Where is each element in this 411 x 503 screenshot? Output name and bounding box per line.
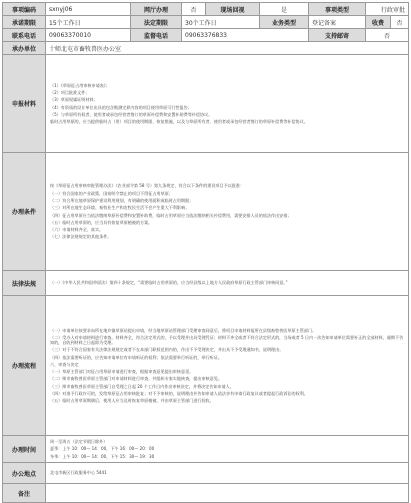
condition-item: （三）对所在地生态环境、畜牧业生产和农牧民生活不会产生重大不利影响；	[50, 205, 190, 211]
row-materials	[3, 55, 409, 153]
office-hours-line: 冬季：上午 10：00— 14：00，下午 15：30— 19：30	[50, 453, 155, 459]
row-basic-1	[3, 3, 409, 16]
condition-item: （七）法律法规规定的其他条件。	[50, 234, 112, 240]
condition-item: （四）征占用草原应当依法缴纳草原补偿费和安置补助费，临时占用草原应当依法缴纳相关补偿费用，需要安排人员的依法作出安排；	[50, 212, 292, 218]
business-type-label: 业务类型	[260, 16, 309, 29]
office-hours-label: 办理时间	[3, 436, 46, 463]
office-address-value: 北屯市新区行政服务中心 5441	[46, 463, 409, 484]
support-mail-value: 否	[366, 29, 409, 42]
contact-phone-label: 联系电话	[3, 29, 46, 42]
office-hours-line: 周一至周五（法定节假日除外）	[50, 439, 108, 445]
item-type-value: 行政审批	[366, 3, 409, 16]
handling-unit-value: 十师北屯市畜牧兽医办公室	[46, 42, 409, 55]
legal-period-label: 法定期限	[131, 16, 182, 29]
materials-content	[46, 55, 409, 153]
fee-value: 否	[396, 19, 403, 27]
business-type-value: 登记备案	[309, 16, 366, 29]
process-step: （三）师市畜牧兽医草原主管部门自受理之日起 20 个工作日内作出审核决定，并将决定告知申请人。	[50, 383, 234, 389]
condition-item: （一）符合国家的产业政策，国家明令禁止的项目不得征占用草原；	[50, 190, 173, 196]
remarks-label: 备注	[3, 484, 46, 503]
row-legal-basis	[3, 271, 409, 296]
process-step: （一）申请单位按要求向所在地乡镇草原站提出申请，经当地草原站管理部门受理审查同意后，将项目申请材料报所在县级畜牧兽医草原主管部门。	[50, 327, 317, 333]
support-mail-label: 支持邮寄	[309, 29, 366, 42]
process-step: （二）师市畜牧兽医草原主管部门对申请材料进行审查，并组织专家实地核查，提出审核意见。	[50, 376, 222, 382]
onsite-count-value: 是	[260, 3, 309, 16]
conditions-label: 办理条件	[3, 153, 46, 271]
legal-basis-label: 法律法规	[3, 271, 46, 296]
commitment-period-value: 15个工作日	[46, 16, 131, 29]
material-item: （1）《草原征占用审核申请表》；	[50, 82, 110, 88]
process-label: 办理流程	[3, 296, 46, 436]
row-basic-2	[3, 16, 409, 29]
process-content	[46, 296, 409, 436]
legal-basis-item: （一）《中华人民共和国草原法》第四十条规定，“需要临时占用草原的，应当经县级以上地方人民政府草原行政主管部门审核同意。”	[50, 280, 288, 286]
fee-label: 收费	[366, 16, 391, 28]
material-item: （5）与草原所有权者、使用者或承包经营者签订的草原补偿费和安置补助费等补偿协议。	[50, 111, 213, 117]
row-office-hours	[3, 436, 409, 463]
legal-period-value: 30个工作日	[182, 16, 260, 29]
process-step: （一）草原主管部门对征占用草原申请进行审查，根据审查意见提出审核意见。	[50, 369, 194, 375]
processing-type-label: 网厅办理	[131, 3, 182, 16]
material-item: （4）有资质的设计单位出具的包含勘测定界内容的项目使用草原可行性报告；	[50, 104, 192, 110]
process-step: （四）依法需要听证的，应告知申请单位有申请听证的权利；依法需要举行听证的，举行听证。	[50, 354, 222, 360]
material-item: （2）项目批准文件；	[50, 90, 90, 95]
fee-cell	[366, 16, 409, 29]
process-step: （三）对于不符合国家有关法律法规规定或者不在本部门职权范围内的，作出不予受理决定，并出具不予受理通知书，说明理由。	[50, 347, 284, 353]
onsite-count-label: 现场回视	[206, 3, 260, 16]
contact-phone-value: 09063370010	[46, 29, 131, 42]
process-step: 六、审查与决定	[50, 361, 79, 367]
row-basic-3	[3, 29, 409, 42]
office-hours-content	[46, 436, 409, 463]
condition-item: 按《草原征占用审核审批管理办法》（农业部令第 58 号）第九条规定，符合以下条件的建设项目予以批准：	[50, 183, 245, 189]
commitment-period-label: 承诺期限	[3, 16, 46, 29]
supervision-phone-label: 监督电话	[131, 29, 182, 42]
row-office-address	[3, 463, 409, 484]
process-step: （二）受办人对申请材料进行审查。材料齐全，符合法定形式的，予以受理并出具受理凭证；材料不齐全或者不符合法定形式的，当场或者 5 日内一次告知申请单位需要补正的全部材料，逾期不告知的，自收到材料之日起即为受理。	[50, 334, 404, 345]
material-item: 临时占用草原的，应当提供临时占（用）项目的使用期限、恢复措施，以及与草原所有者、使用者或承包经营者签订的草原补偿费等补偿协议。	[50, 119, 308, 125]
conditions-content	[46, 153, 409, 271]
office-address-label: 办公地点	[3, 463, 46, 484]
item-code-value: sxnyj06	[46, 3, 131, 16]
condition-item: （六）申请材料齐全、真实。	[50, 227, 104, 233]
item-code-label: 事项编码	[3, 3, 46, 16]
service-info-table	[2, 2, 409, 503]
process-step: （五）临时占用草原期满后，使用人应当及时恢复草原植被，并由草原主管部门进行验收。	[50, 398, 214, 404]
material-item: （3）草原权属证明材料；	[50, 97, 98, 103]
row-process	[3, 296, 409, 436]
materials-label: 申报材料	[3, 55, 46, 153]
supervision-phone-value: 09063376833	[182, 29, 309, 42]
row-handling-unit	[3, 42, 409, 55]
process-step: （四）对准予行政许可的，发给草原征占用审核批复；对不予审核的，说明理由并告知申请人依法享有申请行政复议或者提起行政诉讼的权利。	[50, 391, 308, 397]
legal-basis-content	[46, 271, 409, 296]
condition-item: （五）临时占用草原的，应当具有恢复草原植被的方案。	[50, 219, 153, 225]
row-conditions	[3, 153, 409, 271]
item-type-label: 事项类型	[309, 3, 366, 16]
condition-item: （二）符合所在地草原保护建设利用规划，有明确的使用面积或临时占用期限；	[50, 198, 194, 203]
office-hours-line: 夏季：上午 10：00— 14：00，下午 16：00— 20：00	[50, 446, 155, 452]
handling-unit-label: 承办单位	[3, 42, 46, 55]
processing-type-value: 否	[182, 3, 206, 16]
